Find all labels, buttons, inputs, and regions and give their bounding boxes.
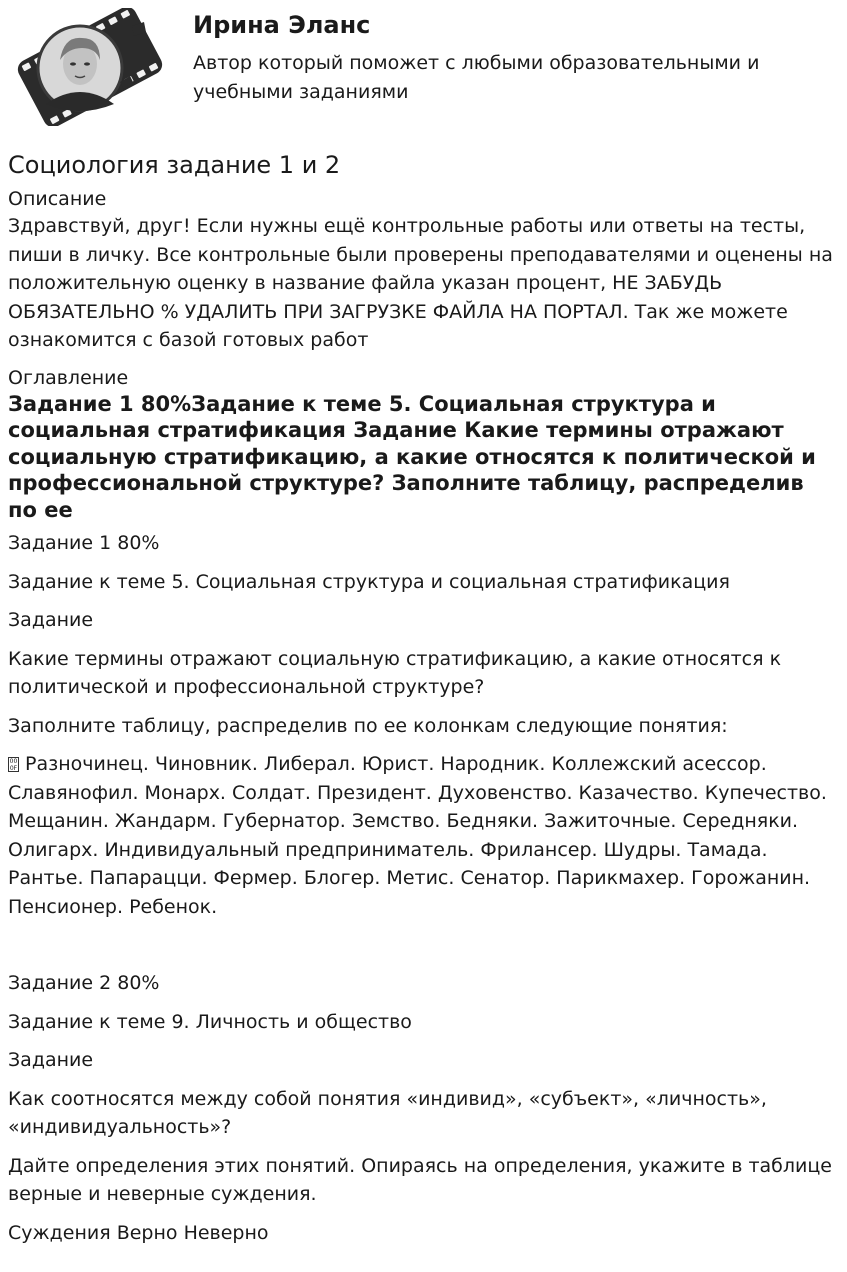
author-name[interactable]: Ирина Эланс: [193, 11, 371, 39]
task1-instruction: Заполните таблицу, распределив по ее колонкам следующие понятия:: [8, 714, 728, 737]
missing-glyph-icon: 00 0F: [9, 758, 18, 772]
task2-title: Задание 2 80%: [8, 972, 160, 994]
toc-label: Оглавление: [8, 366, 129, 389]
task2-question: Как соотносятся между собой понятия «индивид», «субъект», «личность», «индивидуальность»?: [8, 1087, 767, 1138]
task2-label: Задание: [8, 1049, 94, 1071]
toc-heading: Задание 1 80%Задание к теме 5. Социальная структура и социальная стратификация Задание Какие термины отражают социальную стратификацию, а какие относятся к политической и профессиональной структуре? Заполните таблицу, распределив по ее: [8, 391, 816, 522]
work-title: Социология задание 1 и 2: [8, 151, 341, 179]
author-description: Автор который поможет с любыми образовательными и учебными заданиями: [193, 52, 760, 103]
task1-terms-paragraph: [8, 750, 839, 921]
author-block: [8, 0, 839, 132]
task2-table-header: Суждения Верно Неверно: [8, 1221, 269, 1244]
task1-title: Задание 1 80%: [8, 532, 160, 554]
description-text: Здравствуй, друг! Если нужны ещё контрольные работы или ответы на тесты, пиши в личку. Все контрольные были проверены преподавателями и оценены на положительную оценку в название файла указан процент, НЕ ЗАБУДЬ ОБЯЗАТЕЛЬНО % УДАЛИТЬ ПРИ ЗАГРУЗКЕ ФАЙЛА НА ПОРТАЛ. Так же можете ознакомится с базой готовых работ: [8, 215, 833, 351]
author-avatar[interactable]: [16, 8, 164, 126]
task2-instruction: Дайте определения этих понятий. Опираясь на определения, укажите в таблице верные и неверные суждения.: [8, 1154, 832, 1205]
task1-terms: Разночинец. Чиновник. Либерал. Юрист. Народник. Коллежский асессор. Славянофил. Монарх. Солдат. Президент. Духовенство. Казачество. Купечество. Мещанин. Жандарм. Губернатор. Земство. Бедняки. Зажиточные. Середняки. Олигарх. Индивидуальный предприниматель. Фрилансер. Шудры. Тамада. Рантье. Папарацци. Фермер. Блогер. Метис. Сенатор. Парикмахер. Горожанин. Пенсионер. Ребенок.: [8, 753, 827, 918]
description-label: Описание: [8, 188, 107, 210]
task1-label: Задание: [8, 609, 94, 631]
task1-question: Какие термины отражают социальную стратификацию, а какие относятся к политической и профессиональной структуре?: [8, 647, 782, 698]
task2-topic: Задание к теме 9. Личность и общество: [8, 1010, 412, 1033]
spacer: [8, 931, 839, 969]
task1-topic: Задание к теме 5. Социальная структура и социальная стратификация: [8, 570, 730, 593]
